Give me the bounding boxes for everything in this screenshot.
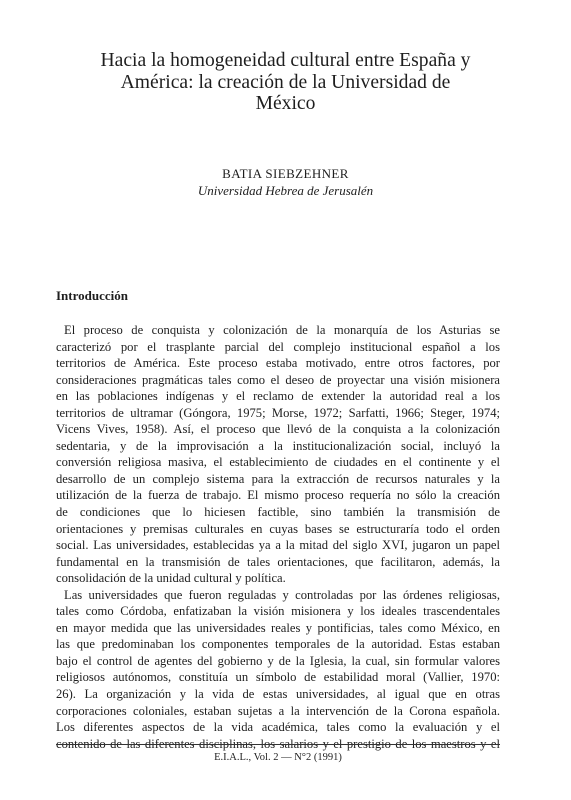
body-line: Vicens Vives, 1958). Así, el proceso que llevó de la conquista a la colonización xyxy=(56,422,500,437)
body-text xyxy=(56,322,500,752)
title-line: Hacia la homogeneidad cultural entre España y xyxy=(100,50,471,71)
body-line: las que predominaban los componentes temporales de la autoridad. Estas estaban xyxy=(56,637,500,652)
footer-rule xyxy=(56,744,500,745)
body-line: en mayor medida que las universidades reales y pontificias, tales como México, en xyxy=(56,620,500,635)
journal-footer: E.I.A.L., Vol. 2 — N°2 (1991) xyxy=(214,752,342,763)
body-line: corporaciones coloniales, estaban sujetas a la intervención de la Corona española. xyxy=(56,703,500,718)
body-line: utilización de la fuerza de trabajo. El mismo proceso requería no sólo la creación xyxy=(56,488,500,503)
body-line: fundamental en la transmisión de tales orientaciones, que facilitaron, además, la xyxy=(56,554,500,569)
author-affiliation: Universidad Hebrea de Jerusalén xyxy=(197,183,374,198)
body-line: consideraciones pragmáticas tales como el deseo de proyectar una visión misionera xyxy=(56,372,500,387)
body-line: de condiciones que lo hiciesen factible, sino también la transmisión de xyxy=(56,505,500,520)
body-line: El proceso de conquista y colonización de la monarquía de los Asturias se xyxy=(64,323,500,337)
title-line: México xyxy=(255,93,316,114)
body-line: 26). La organización y la vida de estas universidades, al igual que en otras xyxy=(56,687,500,702)
body-line: contenido de las diferentes disciplinas, los salarios y el prestigio de los maestros y el xyxy=(56,736,500,751)
body-line: consolidación de la unidad cultural y política. xyxy=(56,571,286,586)
body-line: social. Las universidades, establecidas ya a la mitad del siglo XVI, jugaron un papel xyxy=(56,538,500,553)
body-line: orientaciones y premisas culturales en cuyas bases se estructuraría todo el orden xyxy=(56,521,500,536)
author-name: BATIA SIEBZEHNER xyxy=(222,166,349,181)
body-line: tales como Córdoba, enfatizaban la visión misionera y los ideales trascendentales xyxy=(56,604,500,619)
article-title xyxy=(40,50,531,115)
body-line: bajo el control de agentes del gobierno y de la Iglesia, la cual, sin formular valores xyxy=(56,653,500,668)
body-line: territorios de ultramar (Góngora, 1975; Morse, 1972; Sarfatti, 1966; Steger, 1974; xyxy=(56,405,500,420)
body-line: en las poblaciones indígenas y el reclamo de extender la autoridad real a los xyxy=(56,389,500,404)
body-line: conversión religiosa masiva, el establecimiento de ciudades en el continente y el xyxy=(56,455,500,470)
body-line: caracterizó por el trasplante parcial del complejo institucional español a los xyxy=(56,339,500,354)
body-line: territorios de América. Este proceso estaba motivado, entre otros factores, por xyxy=(56,356,500,371)
title-line: América: la creación de la Universidad de xyxy=(120,71,451,93)
body-line: Los diferentes aspectos de la vida académica, tales como la evaluación y el xyxy=(56,720,500,735)
section-heading: Introducción xyxy=(56,288,128,303)
body-line: desarrollo de un complejo sistema para la extracción de recursos naturales y la xyxy=(56,471,500,486)
body-line: religiosos autónomos, constituía un símbolo de estabilidad moral (Vallier, 1970: xyxy=(56,670,500,685)
body-line: Las universidades que fueron reguladas y controladas por las órdenes religiosas, xyxy=(64,587,500,602)
body-line: sedentaria, y de la improvisación a la institucionalización social, incluyó la xyxy=(56,438,500,453)
